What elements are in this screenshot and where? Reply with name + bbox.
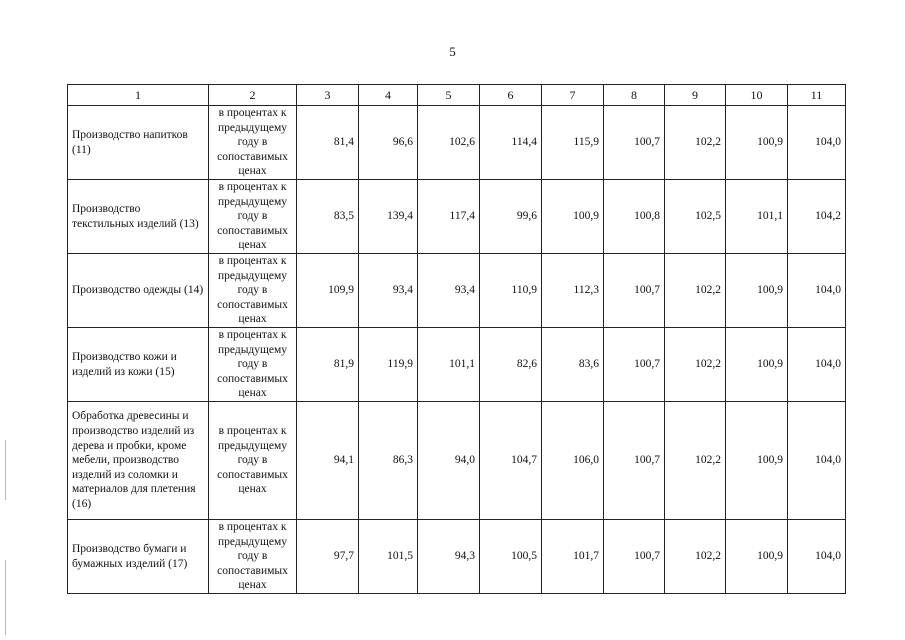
- value-cell: 102,6: [418, 106, 480, 180]
- industry-name: Обработка древесины и производство изделий из дерева и пробки, кроме мебели, производство изделий из соломки и материалов для плетения (16): [68, 402, 209, 520]
- value-cell: 104,0: [788, 520, 846, 594]
- value-cell: 94,1: [297, 402, 359, 520]
- value-cell: 104,0: [788, 254, 846, 328]
- value-cell: 102,2: [665, 254, 726, 328]
- industry-name: Производство кожи и изделий из кожи (15): [68, 328, 209, 402]
- value-cell: 96,6: [359, 106, 418, 180]
- value-cell: 81,9: [297, 328, 359, 402]
- table-row: [68, 520, 846, 594]
- column-header: 5: [418, 85, 480, 106]
- value-cell: 100,7: [604, 402, 665, 520]
- unit-cell: в процентах к предыдущему году в сопоставимых ценах: [209, 402, 297, 520]
- value-cell: 81,4: [297, 106, 359, 180]
- value-cell: 101,7: [542, 520, 604, 594]
- value-cell: 97,7: [297, 520, 359, 594]
- value-cell: 104,0: [788, 328, 846, 402]
- value-cell: 115,9: [542, 106, 604, 180]
- value-cell: 93,4: [359, 254, 418, 328]
- value-cell: 100,7: [604, 520, 665, 594]
- value-cell: 102,5: [665, 180, 726, 254]
- value-cell: 94,0: [418, 402, 480, 520]
- industry-name: Производство бумаги и бумажных изделий (17): [68, 520, 209, 594]
- value-cell: 106,0: [542, 402, 604, 520]
- value-cell: 99,6: [480, 180, 542, 254]
- column-header: 2: [209, 85, 297, 106]
- unit-cell: в процентах к предыдущему году в сопоставимых ценах: [209, 106, 297, 180]
- scan-margin-mark: [5, 440, 6, 500]
- value-cell: 100,9: [726, 402, 788, 520]
- statistics-table: [67, 84, 846, 594]
- value-cell: 102,2: [665, 328, 726, 402]
- value-cell: 100,9: [726, 254, 788, 328]
- value-cell: 100,7: [604, 328, 665, 402]
- value-cell: 100,7: [604, 106, 665, 180]
- value-cell: 100,7: [604, 254, 665, 328]
- table-row: [68, 328, 846, 402]
- table-row: [68, 180, 846, 254]
- unit-cell: в процентах к предыдущему году в сопоставимых ценах: [209, 254, 297, 328]
- column-header: 1: [68, 85, 209, 106]
- column-header: 7: [542, 85, 604, 106]
- value-cell: 117,4: [418, 180, 480, 254]
- value-cell: 101,1: [418, 328, 480, 402]
- industry-name: Производство одежды (14): [68, 254, 209, 328]
- column-header: 10: [726, 85, 788, 106]
- value-cell: 93,4: [418, 254, 480, 328]
- value-cell: 114,4: [480, 106, 542, 180]
- column-header: 3: [297, 85, 359, 106]
- value-cell: 100,9: [726, 520, 788, 594]
- table-row: [68, 106, 846, 180]
- page-number: 5: [449, 44, 456, 59]
- value-cell: 104,7: [480, 402, 542, 520]
- industry-name: Производство текстильных изделий (13): [68, 180, 209, 254]
- value-cell: 104,0: [788, 402, 846, 520]
- unit-cell: в процентах к предыдущему году в сопоставимых ценах: [209, 180, 297, 254]
- scan-margin-mark: [5, 560, 6, 635]
- value-cell: 83,5: [297, 180, 359, 254]
- column-header: 6: [480, 85, 542, 106]
- value-cell: 101,1: [726, 180, 788, 254]
- industry-name: Производство напитков (11): [68, 106, 209, 180]
- value-cell: 100,9: [726, 106, 788, 180]
- column-header: 8: [604, 85, 665, 106]
- table-row: [68, 402, 846, 520]
- value-cell: 109,9: [297, 254, 359, 328]
- column-header: 9: [665, 85, 726, 106]
- value-cell: 139,4: [359, 180, 418, 254]
- value-cell: 82,6: [480, 328, 542, 402]
- table-row: [68, 254, 846, 328]
- value-cell: 94,3: [418, 520, 480, 594]
- value-cell: 101,5: [359, 520, 418, 594]
- column-header: 4: [359, 85, 418, 106]
- value-cell: 110,9: [480, 254, 542, 328]
- value-cell: 86,3: [359, 402, 418, 520]
- value-cell: 100,5: [480, 520, 542, 594]
- value-cell: 119,9: [359, 328, 418, 402]
- value-cell: 83,6: [542, 328, 604, 402]
- value-cell: 100,8: [604, 180, 665, 254]
- value-cell: 104,2: [788, 180, 846, 254]
- value-cell: 112,3: [542, 254, 604, 328]
- value-cell: 104,0: [788, 106, 846, 180]
- value-cell: 100,9: [726, 328, 788, 402]
- value-cell: 100,9: [542, 180, 604, 254]
- column-header: 11: [788, 85, 846, 106]
- unit-cell: в процентах к предыдущему году в сопоставимых ценах: [209, 328, 297, 402]
- table-header-row: [68, 85, 846, 106]
- value-cell: 102,2: [665, 520, 726, 594]
- unit-cell: в процентах к предыдущему году в сопоставимых ценах: [209, 520, 297, 594]
- value-cell: 102,2: [665, 106, 726, 180]
- value-cell: 102,2: [665, 402, 726, 520]
